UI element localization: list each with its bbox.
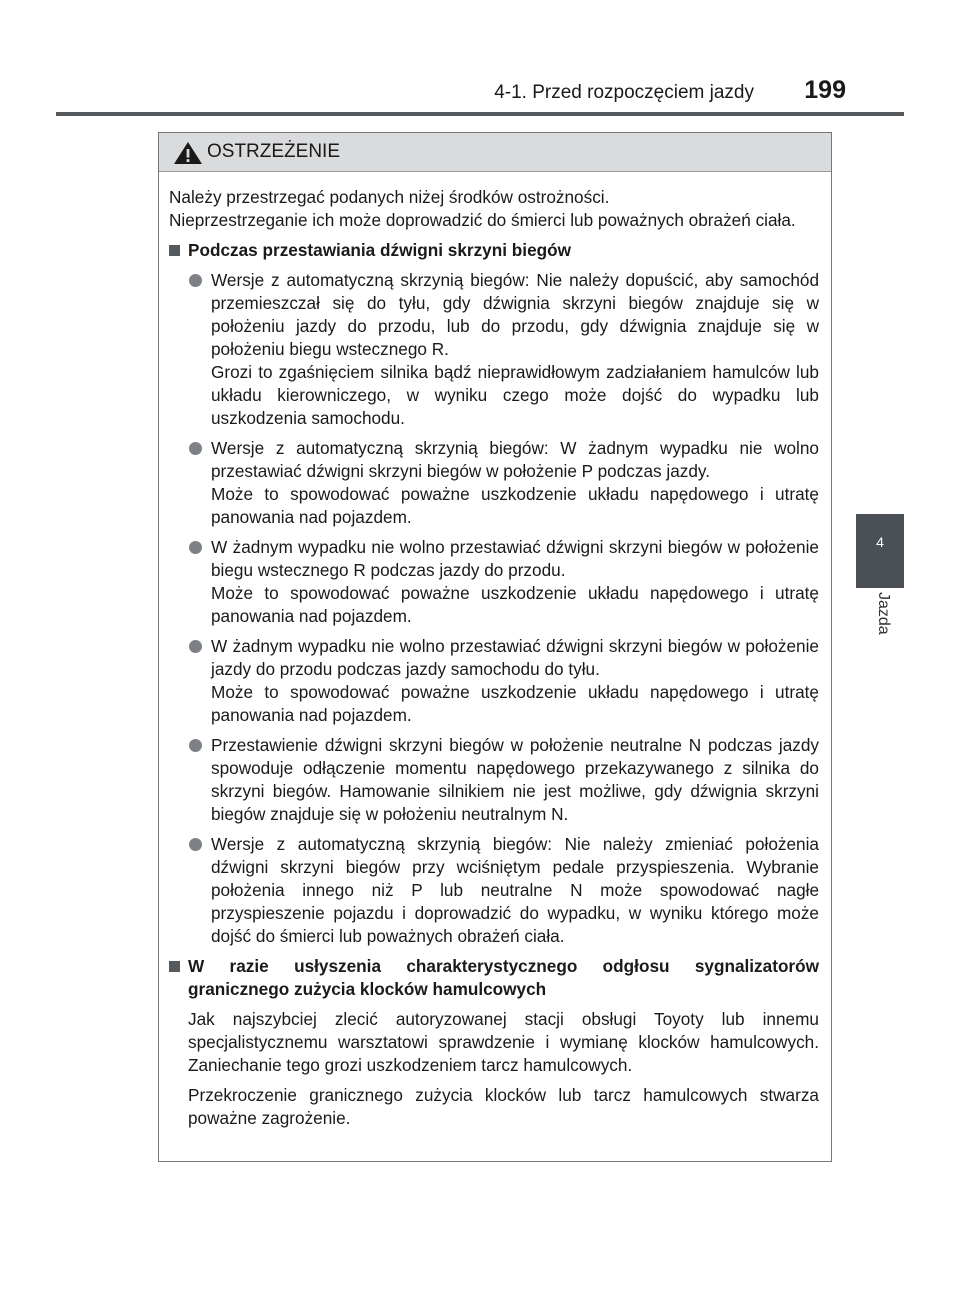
circle-bullet-icon [189, 541, 202, 554]
bullet-main-text: Wersje z automatyczną skrzynią biegów: Nie należy dopuścić, aby samochód przemieszczał się do tyłu, gdy dźwignia skrzyni biegów znajduje się w położeniu jazdy do przodu, lub do przodu, gdy dźwignia znajduje się w położeniu biegu wstecznego R. [211, 270, 819, 359]
bullet-main-text: W żadnym wypadku nie wolno przestawiać dźwigni skrzyni biegów w położenie biegu wstecznego R podczas jazdy do przodu. [211, 537, 819, 580]
section-gear-shifting [169, 239, 819, 948]
chapter-label: Jazda [875, 592, 892, 635]
chapter-number: 4 [876, 534, 884, 550]
header-rule [56, 112, 904, 116]
circle-bullet-icon [189, 442, 202, 455]
bullet-item [169, 437, 819, 529]
warning-body [159, 172, 831, 1130]
section-heading-text: Podczas przestawiania dźwigni skrzyni biegów [188, 240, 571, 260]
circle-bullet-icon [189, 739, 202, 752]
section-heading-text: W razie usłyszenia charakterystycznego odgłosu sygnalizatorów granicznego zużycia klocków hamulcowych [188, 956, 819, 999]
square-bullet-icon [169, 961, 180, 972]
intro-line: Należy przestrzegać podanych niżej środków ostrożności. [169, 187, 610, 207]
bullet-extra-text: Grozi to zgaśnięciem silnika bądź nieprawidłowym zadziałaniem hamulców lub układu kierowniczego, w wyniku czego może dojść do wypadku lub uszkodzenia samochodu. [211, 362, 819, 428]
circle-bullet-icon [189, 640, 202, 653]
bullet-main-text: W żadnym wypadku nie wolno przestawiać dźwigni skrzyni biegów w położenie jazdy do przodu podczas jazdy samochodu do tyłu. [211, 636, 819, 679]
section-brake-pads [169, 955, 819, 1130]
section-paragraph: Jak najszybciej zlecić autoryzowanej stacji obsługi Toyoty lub innemu specjalistycznemu warsztatowi sprawdzenie i wymianę klocków hamulcowych. Zaniechanie tego grozi uszkodzeniem tarcz hamulcowych. [188, 1009, 819, 1075]
square-bullet-icon [169, 245, 180, 256]
bullet-item [169, 833, 819, 948]
bullet-item [169, 635, 819, 727]
circle-bullet-icon [189, 838, 202, 851]
section-heading [169, 955, 819, 1001]
circle-bullet-icon [189, 274, 202, 287]
bullet-main-text: Przestawienie dźwigni skrzyni biegów w położenie neutralne N podczas jazdy spowoduje odłączenie momentu napędowego przekazywanego z silnika do skrzyni biegów. Hamowanie silnikiem nie jest możliwe, gdy dźwignia skrzyni biegów znajduje się w położeniu neutralnym N. [211, 735, 819, 824]
warning-box [158, 132, 832, 1162]
bullet-extra-text: Może to spowodować poważne uszkodzenie układu napędowego i utratę panowania nad pojazdem. [211, 682, 819, 725]
page-header [56, 78, 904, 114]
warning-header [159, 133, 831, 172]
section-heading [169, 239, 819, 262]
page-number: 199 [804, 76, 846, 104]
intro-line: Nieprzestrzeganie ich może doprowadzić do śmierci lub poważnych obrażeń ciała. [169, 210, 796, 230]
section-title: 4-1. Przed rozpoczęciem jazdy [494, 82, 754, 103]
bullet-extra-text: Może to spowodować poważne uszkodzenie układu napędowego i utratę panowania nad pojazdem. [211, 583, 819, 626]
bullet-main-text: Wersje z automatyczną skrzynią biegów: W żadnym wypadku nie wolno przestawiać dźwigni skrzyni biegów w położenie P podczas jazdy. [211, 438, 819, 481]
bullet-main-text: Wersje z automatyczną skrzynią biegów: Nie należy zmieniać położenia dźwigni skrzyni biegów przy wciśniętym pedale przyspieszenia. Wybranie położenia innego niż P lub neutralne N może spowodować nagłe przyspieszenie pojazdu i doprowadzić do wypadku, w wyniku którego może dojść do śmierci lub poważnych obrażeń ciała. [211, 834, 819, 946]
warning-triangle-icon [173, 141, 203, 165]
warning-intro [169, 186, 819, 232]
bullet-extra-text: Może to spowodować poważne uszkodzenie układu napędowego i utratę panowania nad pojazdem. [211, 484, 819, 527]
bullet-item [169, 536, 819, 628]
bullet-item [169, 269, 819, 430]
section-paragraph: Przekroczenie granicznego zużycia klocków lub tarcz hamulcowych stwarza poważne zagrożenie. [188, 1085, 819, 1128]
warning-title: OSTRZEŻENIE [207, 141, 341, 162]
chapter-tab [856, 514, 904, 588]
bullet-item [169, 734, 819, 826]
